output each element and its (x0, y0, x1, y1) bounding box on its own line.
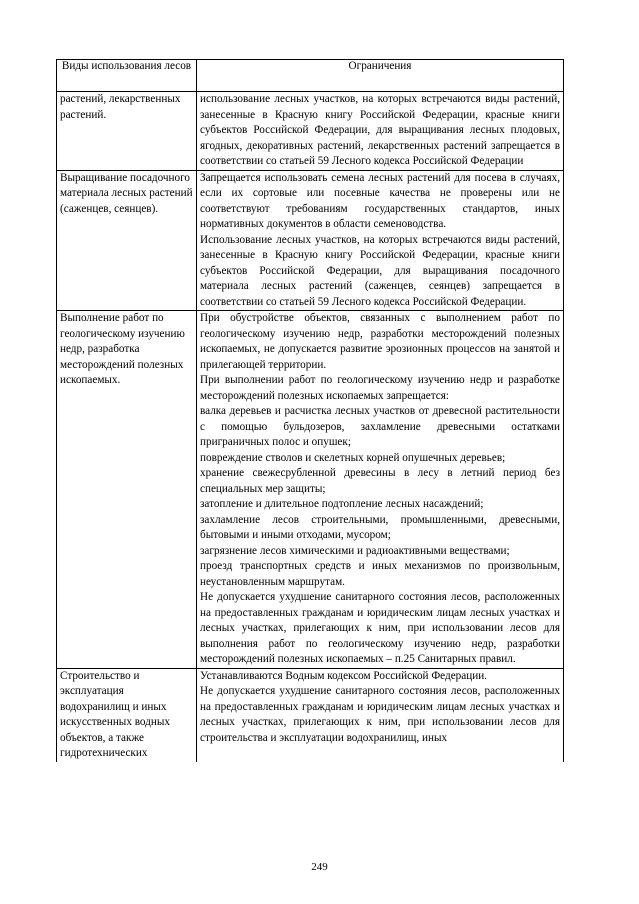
restriction-paragraph: Использование лесных участков, на которых встречаются виды растений, занесенные в Красную книгу Российской Федерации, красные книги субъектов Российской Федерации, для выращивания посадочного материала лесных растений (саженцев, сеянцев) запрещается в соответствии со статьей 59 Лесного кодекса Российской Федерации. (200, 233, 560, 308)
forest-use-kind-cell: Выполнение работ по геологическому изучению недр, разработка месторождений полезных ископаемых. (57, 311, 197, 669)
restriction-paragraph: Устанавливаются Водным кодексом Российской Федерации. (200, 669, 487, 682)
restriction-paragraph: валка деревьев и расчистка лесных участков от древесной растительности с помощью бульдозеров, захламление древесными остатками приграничных полос и опушек; (200, 405, 560, 448)
restriction-paragraph: использование лесных участков, на которых встречаются виды растений, занесенные в Красную книгу Российской Федерации, красные книги субъектов Российской Федерации, для выращивания лесных плодовых, ягодных, декоративных растений, лекарственных растений запрещается в соответствии со статьей 59 Лесного кодекса Российской Федерации (200, 93, 560, 167)
restrictions-cell (197, 311, 564, 669)
table-row (57, 170, 564, 311)
page-number: 249 (311, 861, 328, 873)
header-forest-use-kinds: Виды использования лесов (57, 60, 197, 92)
restriction-paragraph: хранение свежесрубленной древесины в лесу в летний период без специальных мер защиты; (200, 467, 560, 495)
restriction-paragraph: проезд транспортных средств и иных механизмов по произвольным, неустановленным маршрутам. (200, 560, 560, 588)
table-row (57, 668, 564, 762)
restriction-paragraph: При выполнении работ по геологическому изучению недр и разработке месторождений полезных ископаемых запрещается: (200, 374, 560, 402)
restrictions-cell (197, 92, 564, 171)
forest-use-kind-cell: Строительство и эксплуатация водохранилищ и иных искусственных водных объектов, а также гидротехнических (57, 668, 197, 762)
restriction-paragraph: Не допускается ухудшение санитарного состояния лесов, расположенных на предоставленных гражданам и юридическим лицам лесных участках и лесных участках, прилегающих к ним, при использовании лесов для строительства и эксплуатации водохранилищ, иных (200, 685, 560, 744)
table-header (57, 60, 564, 92)
restriction-paragraph: Запрещается использовать семена лесных растений для посева в случаях, если их сортовые или посевные качества не проверены или не соответствуют требованиям государственных стандартов, иных нормативных документов в области семеноводства. (200, 171, 560, 230)
restrictions-cell (197, 170, 564, 311)
forest-use-restrictions-table (56, 59, 564, 762)
restrictions-cell (197, 668, 564, 762)
restriction-paragraph: затопление и длительное подтопление лесных насаждений; (200, 498, 484, 510)
forest-use-kind-cell: растений, лекарственных растений. (57, 92, 197, 171)
header-restrictions: Ограничения (197, 60, 564, 92)
table-row (57, 92, 564, 171)
forest-use-kind-cell: Выращивание посадочного материала лесных растений (саженцев, сеянцев). (57, 170, 197, 311)
table-row (57, 311, 564, 669)
table-header-row (57, 60, 564, 92)
restriction-paragraph: Не допускается ухудшение санитарного состояния лесов, расположенных на предоставленных гражданам и юридическим лицам лесных участках и лесных участках, прилегающих к ним, при использовании лесов для выполнения работ по геологическому изучению недр, разработки месторождений полезных ископаемых – п.25 Санитарных правил. (200, 591, 560, 665)
restriction-paragraph: загрязнение лесов химическими и радиоактивными веществами; (200, 544, 510, 557)
restriction-paragraph: повреждение стволов и скелетных корней опушечных деревьев; (200, 451, 506, 464)
restriction-paragraph: захламление лесов строительными, промышленными, древесными, бытовыми и иными отходами, мусором; (200, 513, 560, 541)
table-body (57, 92, 564, 762)
restriction-paragraph: При обустройстве объектов, связанных с выполнением работ по геологическому изучению недр, разработки месторождений полезных ископаемых, не допускается развитие эрозионных процессов на занятой и прилегающей территории. (200, 312, 560, 371)
